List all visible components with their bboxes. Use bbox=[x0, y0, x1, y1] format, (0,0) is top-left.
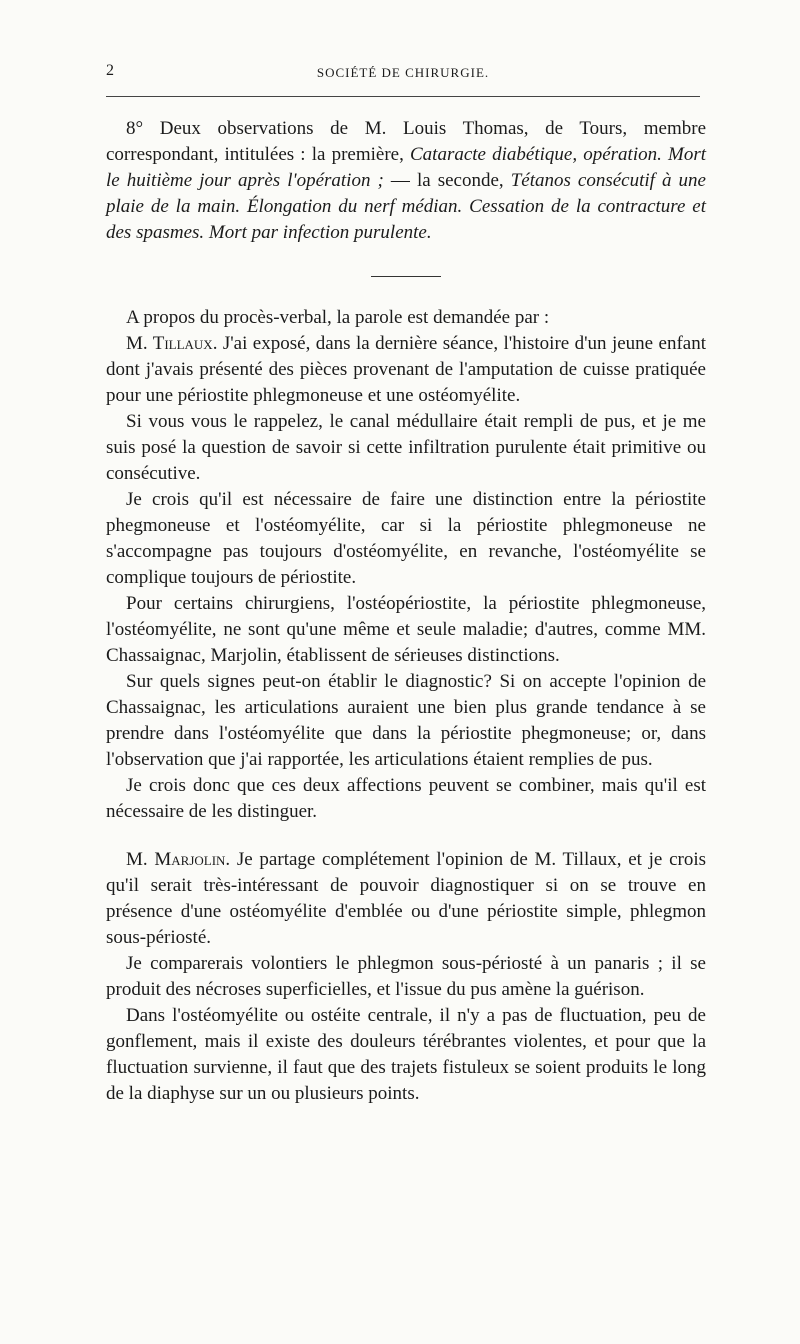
observation-mid: — la seconde, bbox=[383, 170, 511, 191]
speaker-tillaux: M. Tillaux. bbox=[126, 333, 218, 354]
paragraph-text: J'ai exposé, dans la dernière séance, l'histoire d'un jeune enfant dont j'avais présenté des pièces provenant de l'amputation de cuisse pratiquée pour une périostite phlegmoneuse et une ostéomyélite. bbox=[106, 333, 706, 406]
page-number: 2 bbox=[106, 62, 115, 79]
paragraph: Je crois qu'il est nécessaire de faire une distinction entre la périostite phegmoneuse et l'ostéomyélite, car si la périostite phlegmoneuse ne s'accompagne pas toujours d'ostéomyélite, en revanche, l'ostéomyélite se complique toujours de périostite. bbox=[106, 489, 706, 588]
paragraph-tillaux bbox=[106, 331, 706, 409]
running-head bbox=[106, 62, 700, 86]
paragraph-text: Je partage complétement l'opinion de M. Tillaux, et je crois qu'il serait très-intéressant de pouvoir diagnostiquer si on se trouve en présence d'une ostéomyélite d'emblée ou d'une périostite simple, phlegmon sous-périosté. bbox=[106, 849, 706, 948]
paragraph: Si vous vous le rappelez, le canal médullaire était rempli de pus, et je me suis posé la question de savoir si cette infiltration purulente était primitive ou consécutive. bbox=[106, 411, 706, 484]
paragraph-intro: A propos du procès-verbal, la parole est demandée par : bbox=[126, 307, 550, 328]
header-rule bbox=[106, 96, 700, 97]
observation-title-1: Cataracte diabétique, opération. Mort le huitième jour après l'opération ; bbox=[106, 144, 706, 191]
running-title: SOCIÉTÉ DE CHIRURGIE. bbox=[316, 65, 490, 80]
speaker-marjolin: M. Marjolin. bbox=[126, 849, 231, 870]
observation-lead: 8° Deux observations de M. Louis Thomas, de Tours, membre correspondant, intitulées : la première, bbox=[106, 118, 706, 165]
paragraph: Je comparerais volontiers le phlegmon sous-périosté à un panaris ; il se produit des nécroses superficielles, et l'issue du pus amène la guérison. bbox=[106, 953, 706, 1000]
paragraph-gap bbox=[106, 825, 706, 847]
paragraph: Sur quels signes peut-on établir le diagnostic? Si on accepte l'opinion de Chassaignac, les articulations auraient une bien plus grande tendance à se prendre dans l'ostéomyélite que dans la périostite phegmoneuse; or, dans l'observation que j'ai rapportée, les articulations étaient remplies de pus. bbox=[106, 671, 706, 770]
paragraph: Je crois donc que ces deux affections peuvent se combiner, mais qu'il est nécessaire de les distinguer. bbox=[106, 775, 706, 822]
observation-title-2: Tétanos consécutif à une plaie de la main. Élongation du nerf médian. Cessation de la contracture et des spasmes. Mort par infection purulente. bbox=[106, 170, 706, 243]
paragraph: Pour certains chirurgiens, l'ostéopériostite, la périostite phlegmoneuse, l'ostéomyélite, ne sont qu'une même et seule maladie; d'autres, comme MM. Chassaignac, Marjolin, établissent de sérieuses distinctions. bbox=[106, 593, 706, 666]
section-separator bbox=[371, 276, 441, 277]
observation-paragraph bbox=[106, 116, 706, 246]
paragraph: Dans l'ostéomyélite ou ostéite centrale, il n'y a pas de fluctuation, peu de gonflement, mais il existe des douleurs térébrantes violentes, et pour que la fluctuation survienne, il faut que des trajets fistuleux se soient produits le long de la diaphyse sur un ou plusieurs points. bbox=[106, 1005, 706, 1104]
paragraph-marjolin bbox=[106, 847, 706, 951]
body-text bbox=[106, 116, 706, 1107]
